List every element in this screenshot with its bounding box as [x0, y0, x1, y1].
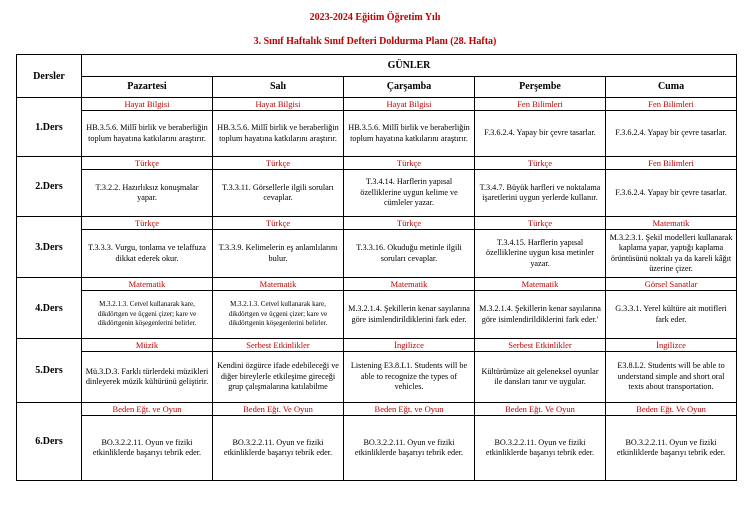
outcome-text: M.3.2.1.4. Şekillerin kenar sayılarına göre isimlendirildiklerini fark eder.': [479, 304, 601, 324]
subject-label: Türkçe: [213, 217, 343, 230]
outcome-text: M.3.2.1.4. Şekillerin kenar sayılarına göre isimlendirildiklerini fark eder.: [348, 304, 470, 324]
outcome-text: F.3.6.2.4. Yapay bir çevre tasarlar.: [615, 187, 727, 197]
lesson-cell: [213, 98, 344, 157]
outcome-text: T.3.3.11. Görsellerle ilgili soruları cevaplar.: [222, 182, 334, 202]
subject-label: Hayat Bilgisi: [344, 98, 474, 111]
lesson-label: 3.Ders: [17, 217, 82, 278]
outcome-text: F.3.6.2.4. Yapay bir çevre tasarlar.: [484, 128, 596, 138]
lesson-cell: [82, 278, 213, 339]
lesson-cell: [344, 403, 475, 481]
outcome-text: T.3.4.15. Harflerin yapısal özelliklerine uygun kısa metinler yazar.: [486, 237, 594, 268]
lesson-cell: [606, 217, 737, 278]
outcome-text: Kendini özgürce ifade edebileceği ve diğer bireylerle etkileşime gireceği grup çalışmalarına katılabilme: [217, 361, 339, 392]
lesson-label: 5.Ders: [17, 339, 82, 403]
outcome-text: G.3.3.1. Yerel kültüre ait motifleri fark eder.: [615, 304, 727, 324]
lesson-cell: [475, 98, 606, 157]
lesson-cell: [213, 217, 344, 278]
subject-label: Fen Bilimleri: [475, 98, 605, 111]
outcome-text: M.3.2.1.3. Cetvel kullanarak kare, dikdörtgen ve üçgeni çizer; kare ve dikdörtgenin köşegenlerini belirler.: [97, 300, 197, 328]
subject-label: İngilizce: [606, 339, 736, 352]
outcome-text: BO.3.2.2.11. Oyun ve fiziki etkinliklerde başarıyı tebrik eder.: [485, 437, 595, 457]
subject-label: Beden Eğt. ve Oyun: [82, 403, 212, 416]
subject-label: Matematik: [475, 278, 605, 291]
plan-body: [17, 98, 737, 481]
lesson-cell: [82, 339, 213, 403]
lesson-cell: [82, 217, 213, 278]
header-gunler: GÜNLER: [82, 55, 737, 77]
lesson-cell: [344, 217, 475, 278]
subject-label: Hayat Bilgisi: [213, 98, 343, 111]
day-header-cuma: Cuma: [606, 76, 737, 98]
subject-label: Türkçe: [475, 217, 605, 230]
lesson-cell: [475, 403, 606, 481]
outcome-text: M.3.2.1.3. Cetvel kullanarak kare, dikdörtgen ve üçgeni çizer; kare ve dikdörtgenin köşegenlerini belirler.: [228, 300, 328, 328]
outcome-text: M.3.2.3.1. Şekil modelleri kullanarak kaplama yapar, yaptığı kaplama örüntüsünü noktalı ya da kareli kâğıt üzerine çizer.: [609, 232, 733, 273]
day-header-carsamba: Çarşamba: [344, 76, 475, 98]
lesson-cell: [475, 217, 606, 278]
outcome-text: T.3.4.7. Büyük harfleri ve noktalama işaretlerini uygun yerlerde kullanır.: [479, 182, 601, 202]
lesson-cell: [213, 339, 344, 403]
outcome-text: T.3.2.2. Hazırlıksız konuşmalar yapar.: [95, 182, 199, 202]
lesson-row: [17, 339, 737, 403]
subject-label: Türkçe: [82, 217, 212, 230]
lesson-row: [17, 217, 737, 278]
outcome-text: Kültürümüze ait geleneksel oyunlar ile dansları tanır ve uygular.: [481, 366, 599, 386]
day-header-persembe: Perşembe: [475, 76, 606, 98]
outcome-text: HB.3.5.6. Millî birlik ve beraberliğin toplum hayatına katkılarını araştırır.: [348, 123, 470, 143]
lesson-row: [17, 98, 737, 157]
outcome-text: T.3.3.9. Kelimelerin eş anlamlılarını bulur.: [218, 243, 338, 263]
lesson-cell: [606, 403, 737, 481]
subject-label: Fen Bilimleri: [606, 157, 736, 170]
subject-label: Matematik: [606, 217, 736, 230]
outcome-text: BO.3.2.2.11. Oyun ve fiziki etkinliklerde başarıyı tebrik eder.: [223, 437, 333, 457]
outcome-text: F.3.6.2.4. Yapay bir çevre tasarlar.: [615, 128, 727, 138]
outcome-text: BO.3.2.2.11. Oyun ve fiziki etkinliklerde başarıyı tebrik eder.: [616, 437, 726, 457]
subject-label: Matematik: [213, 278, 343, 291]
subject-label: Fen Bilimleri: [606, 98, 736, 111]
lesson-label: 6.Ders: [17, 403, 82, 481]
subject-label: Matematik: [82, 278, 212, 291]
lesson-cell: [344, 98, 475, 157]
outcome-text: T.3.3.3. Vurgu, tonlama ve telaffuza dikkat ederek okur.: [88, 243, 206, 263]
outcome-text: BO.3.2.2.11. Oyun ve fiziki etkinliklerde başarıyı tebrik eder.: [354, 437, 464, 457]
outcome-text: HB.3.5.6. Millî birlik ve beraberliğin toplum hayatına katkılarını araştırır.: [86, 123, 208, 143]
subject-label: Türkçe: [213, 157, 343, 170]
weekly-plan-table: [16, 54, 737, 481]
lesson-cell: [213, 403, 344, 481]
subject-label: Görsel Sanatlar: [606, 278, 736, 291]
lesson-cell: [475, 339, 606, 403]
lesson-cell: [213, 278, 344, 339]
subject-label: Türkçe: [82, 157, 212, 170]
lesson-cell: [82, 403, 213, 481]
subject-label: Hayat Bilgisi: [82, 98, 212, 111]
subject-label: Türkçe: [475, 157, 605, 170]
day-header-pazartesi: Pazartesi: [82, 76, 213, 98]
day-header-sali: Salı: [213, 76, 344, 98]
outcome-text: HB.3.5.6. Millî birlik ve beraberliğin toplum hayatına katkılarını araştırır.: [217, 123, 339, 143]
document-subtitle: 3. Sınıf Haftalık Sınıf Defteri Doldurma Planı (28. Hafta): [253, 36, 497, 47]
outcome-text: T.3.3.16. Okuduğu metinle ilgili soruları cevaplar.: [356, 243, 462, 263]
subject-label: İngilizce: [344, 339, 474, 352]
subject-label: Türkçe: [344, 217, 474, 230]
lesson-row: [17, 278, 737, 339]
header-dersler: Dersler: [17, 55, 82, 98]
subject-label: Beden Eğt. Ve Oyun: [606, 403, 736, 416]
subject-label: Türkçe: [344, 157, 474, 170]
lesson-cell: [606, 98, 737, 157]
subject-label: Müzik: [82, 339, 212, 352]
outcome-text: T.3.4.14. Harflerin yapısal özelliklerine uygun kelime ve cümleler yazar.: [360, 177, 458, 208]
outcome-text: E3.8.L2. Students will be able to understand simple and short oral texts about transportation.: [617, 361, 725, 392]
lesson-cell: [475, 157, 606, 217]
lesson-row: [17, 403, 737, 481]
lesson-cell: [213, 157, 344, 217]
lesson-cell: [606, 157, 737, 217]
subject-label: Matematik: [344, 278, 474, 291]
lesson-label: 4.Ders: [17, 278, 82, 339]
subject-label: Serbest Etkinlikler: [475, 339, 605, 352]
subject-label: Beden Eğt. Ve Oyun: [213, 403, 343, 416]
lesson-cell: [344, 339, 475, 403]
lesson-cell: [475, 278, 606, 339]
lesson-cell: [82, 98, 213, 157]
lesson-cell: [606, 339, 737, 403]
subject-label: Serbest Etkinlikler: [213, 339, 343, 352]
document-title: 2023-2024 Eğitim Öğretim Yılı: [309, 12, 441, 23]
lesson-label: 1.Ders: [17, 98, 82, 157]
subject-label: Beden Eğt. Ve Oyun: [475, 403, 605, 416]
outcome-text: Listening E3.8.L1. Students will be able to recognize the types of vehicles.: [350, 361, 468, 392]
lesson-cell: [344, 278, 475, 339]
lesson-cell: [82, 157, 213, 217]
lesson-label: 2.Ders: [17, 157, 82, 217]
outcome-text: BO.3.2.2.11. Oyun ve fiziki etkinliklerde başarıyı tebrik eder.: [92, 437, 202, 457]
lesson-cell: [344, 157, 475, 217]
subject-label: Beden Eğt. ve Oyun: [344, 403, 474, 416]
lesson-cell: [606, 278, 737, 339]
outcome-text: Mü.3.D.3. Farklı türlerdeki müzikleri dinleyerek müzik kültürünü geliştirir.: [85, 366, 209, 386]
lesson-row: [17, 157, 737, 217]
